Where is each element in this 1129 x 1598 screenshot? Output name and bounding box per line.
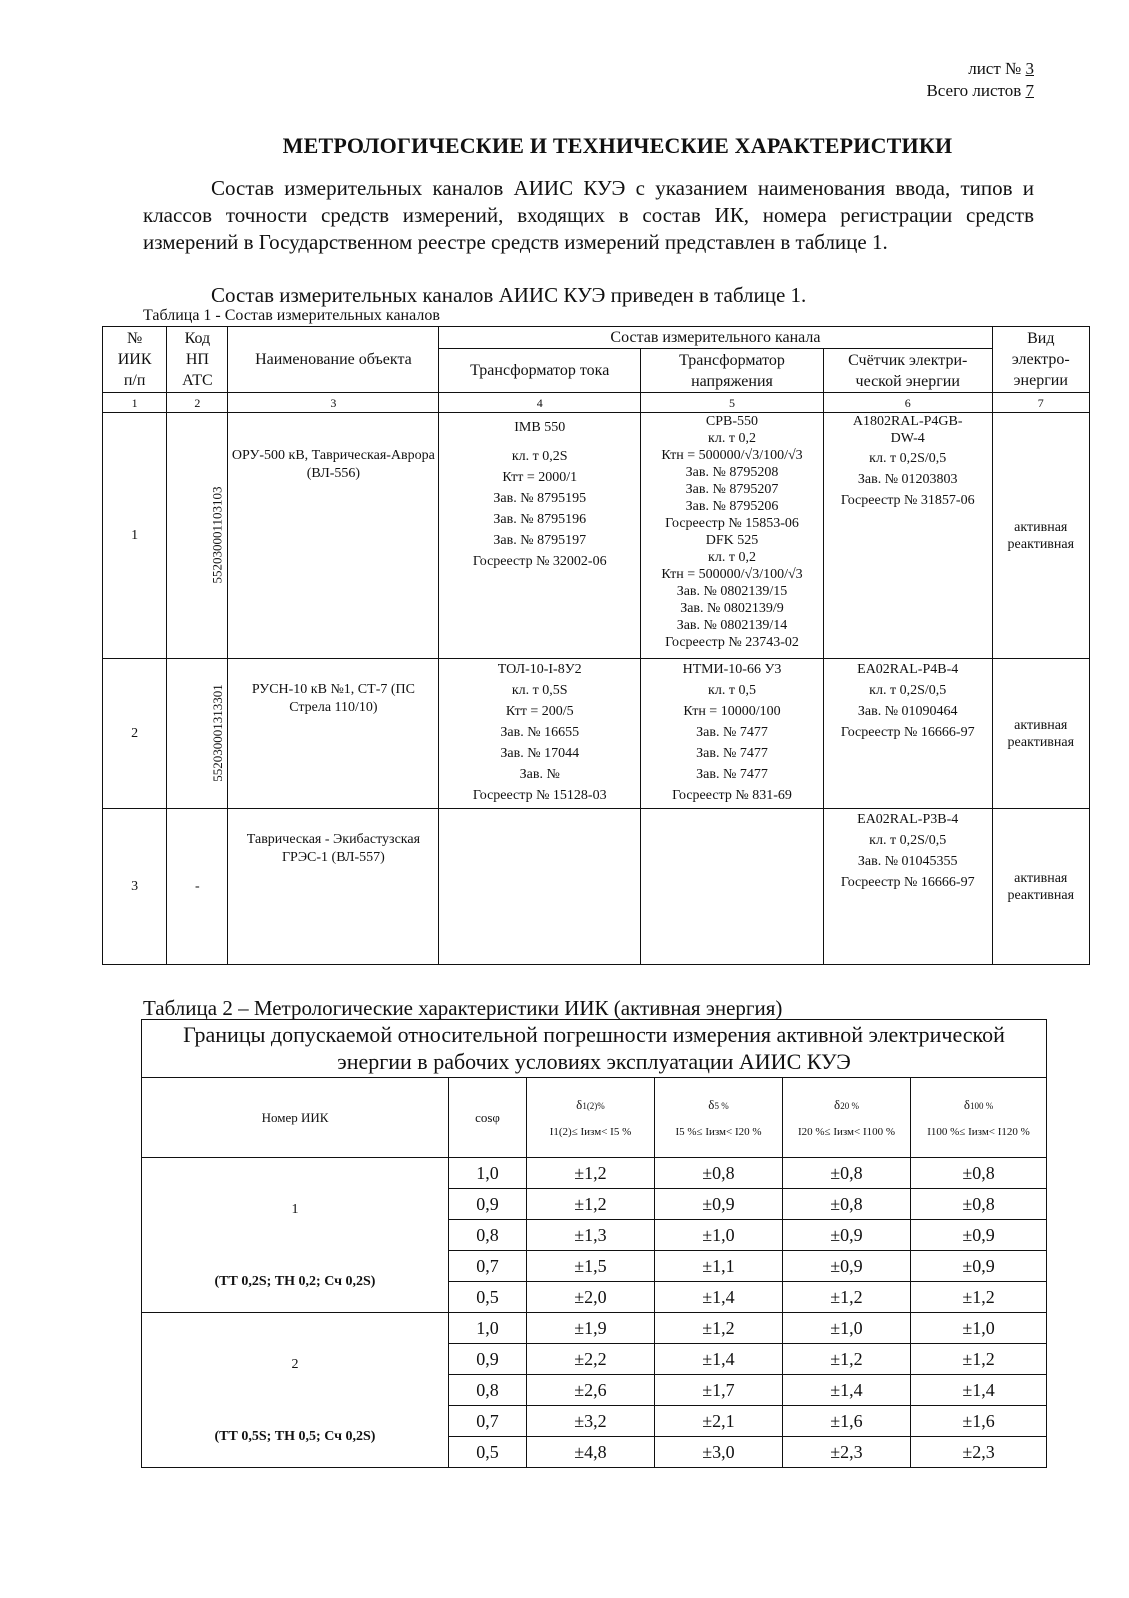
col-index: 1: [103, 393, 167, 413]
error-value: ±2,6: [527, 1375, 655, 1406]
table2-caption: Таблица 2 – Метрологические характеристики ИИК (активная энергия): [143, 996, 783, 1020]
col-delta-header: δ1(2)% I1(2)≤ Iизм< I5 %: [527, 1078, 655, 1158]
table-row: [103, 413, 1090, 659]
cos-value: 0,8: [449, 1220, 527, 1251]
row-num: 1: [103, 413, 167, 659]
col-tn-header: Трансформатор напряжения: [641, 349, 824, 393]
col-code-header: Код НП АТС: [167, 327, 228, 393]
error-value: ±1,2: [527, 1189, 655, 1220]
error-value: ±1,3: [527, 1220, 655, 1251]
col-delta-header: δ5 % I5 %≤ Iизм< I20 %: [655, 1078, 783, 1158]
col-name-header: Наименование объекта: [228, 327, 439, 393]
row-energy-kind: активная реактивная: [992, 659, 1089, 809]
iik-group-cell: [142, 1158, 449, 1313]
error-value: ±1,6: [911, 1406, 1047, 1437]
col-num-header: № ИИК п/п: [103, 327, 167, 393]
row-current-transformer: ТОЛ-10-I-8У2 кл. т 0,5S Ктт = 200/5 Зав. № 16655 Зав. № 17044 Зав. № Госреестр № 15128-03: [439, 659, 641, 809]
row-code: 552030001103103: [167, 413, 228, 659]
channel-group-header: Состав измерительного канала: [439, 327, 992, 349]
error-value: ±2,3: [783, 1437, 911, 1468]
error-value: ±1,2: [655, 1313, 783, 1344]
error-value: ±0,9: [655, 1189, 783, 1220]
error-value: ±3,0: [655, 1437, 783, 1468]
row-voltage-transformer: СРВ-550 кл. т 0,2 Ктн = 500000/√3/100/√3 Зав. № 8795208 Зав. № 8795207 Зав. № 8795206 Госреестр № 15853-06 DFK 525 кл. т 0,2 Ктн = 500000/√3/100/√3 Зав. № 0802139/15 Зав. № 0802139/9 Зав. № 0802139/14 Госреестр № 23743-02: [641, 413, 824, 659]
error-value: ±2,1: [655, 1406, 783, 1437]
col-cos-header: cosφ: [449, 1078, 527, 1158]
row-num: 3: [103, 809, 167, 965]
error-value: ±1,7: [655, 1375, 783, 1406]
row-num: 2: [103, 659, 167, 809]
cos-value: 0,5: [449, 1282, 527, 1313]
table-row: [142, 1313, 1047, 1344]
cos-value: 0,9: [449, 1344, 527, 1375]
accuracy-table-title: Границы допускаемой относительной погрешности измерения активной электрической энергии в рабочих условиях эксплуатации АИИС КУЭ: [142, 1020, 1047, 1078]
error-value: ±1,5: [527, 1251, 655, 1282]
row-voltage-transformer: НТМИ-10-66 У3 кл. т 0,5 Ктн = 10000/100 Зав. № 7477 Зав. № 7477 Зав. № 7477 Госреестр № 831-69: [641, 659, 824, 809]
col-delta-header: δ20 % I20 %≤ Iизм< I100 %: [783, 1078, 911, 1158]
col-index: 3: [228, 393, 439, 413]
error-value: ±4,8: [527, 1437, 655, 1468]
col-index: 5: [641, 393, 824, 413]
error-value: ±1,2: [911, 1344, 1047, 1375]
sheet-info: [926, 58, 1034, 102]
error-value: ±1,2: [783, 1282, 911, 1313]
table-row: [103, 659, 1090, 809]
row-meter: EA02RAL-P4B-4 кл. т 0,2S/0,5 Зав. № 01090464 Госреестр № 16666-97: [823, 659, 992, 809]
col-kind-header: Вид электро- энергии: [992, 327, 1089, 393]
iik-number: 2: [291, 1357, 299, 1372]
error-value: ±2,0: [527, 1282, 655, 1313]
error-value: ±1,6: [783, 1406, 911, 1437]
error-value: ±1,2: [911, 1282, 1047, 1313]
error-value: ±2,2: [527, 1344, 655, 1375]
cos-value: 0,8: [449, 1375, 527, 1406]
error-value: ±0,8: [911, 1158, 1047, 1189]
error-value: ±1,0: [655, 1220, 783, 1251]
iik-classes: (ТТ 0,5S; ТН 0,5; Сч 0,2S): [214, 1429, 376, 1444]
row-object-name: ОРУ-500 кВ, Таврическая-Аврора (ВЛ-556): [228, 413, 439, 659]
table-row: [142, 1158, 1047, 1189]
intro-paragraph-2: Состав измерительных каналов АИИС КУЭ приведен в таблице 1.: [211, 283, 807, 307]
cos-value: 0,9: [449, 1189, 527, 1220]
col-delta-header: δ100 % I100 %≤ Iизм< I120 %: [911, 1078, 1047, 1158]
error-value: ±1,0: [911, 1313, 1047, 1344]
error-value: ±0,9: [783, 1251, 911, 1282]
error-value: ±0,8: [655, 1158, 783, 1189]
channels-table: [102, 326, 1090, 965]
error-value: ±3,2: [527, 1406, 655, 1437]
row-current-transformer: [439, 809, 641, 965]
error-value: ±0,9: [911, 1251, 1047, 1282]
error-value: ±0,9: [911, 1220, 1047, 1251]
error-value: ±0,8: [911, 1189, 1047, 1220]
error-value: ±0,9: [783, 1220, 911, 1251]
cos-value: 1,0: [449, 1158, 527, 1189]
row-object-name: Таврическая - Экибастузская ГРЭС-1 (ВЛ-557): [228, 809, 439, 965]
iik-group-cell: [142, 1313, 449, 1468]
sheet-number: лист № 3: [968, 59, 1034, 78]
intro-paragraph: Состав измерительных каналов АИИС КУЭ с указанием наименования ввода, типов и классов точности средств измерений, входящих в состав ИК, номера регистрации средств измерений в Государственном реестре средств измерений представлен в таблице 1.: [143, 176, 1034, 254]
row-current-transformer: IMB 550 кл. т 0,2S Ктт = 2000/1 Зав. № 8795195 Зав. № 8795196 Зав. № 8795197 Госреестр № 32002-06: [439, 413, 641, 659]
row-object-name: РУСН-10 кВ №1, СТ-7 (ПС Стрела 110/10): [228, 659, 439, 809]
error-value: ±1,9: [527, 1313, 655, 1344]
col-index: 2: [167, 393, 228, 413]
iik-classes: (ТТ 0,2S; ТН 0,2; Сч 0,2S): [214, 1274, 376, 1289]
row-energy-kind: активная реактивная: [992, 413, 1089, 659]
row-voltage-transformer: [641, 809, 824, 965]
error-value: ±1,4: [783, 1375, 911, 1406]
row-meter: A1802RAL-P4GB- DW-4 кл. т 0,2S/0,5 Зав. № 01203803 Госреестр № 31857-06: [823, 413, 992, 659]
accuracy-table: [141, 1019, 1047, 1468]
col-index: 7: [992, 393, 1089, 413]
cos-value: 1,0: [449, 1313, 527, 1344]
table-row: [103, 809, 1090, 965]
col-index: 6: [823, 393, 992, 413]
error-value: ±1,1: [655, 1251, 783, 1282]
error-value: ±0,8: [783, 1189, 911, 1220]
row-energy-kind: активная реактивная: [992, 809, 1089, 965]
page-title: МЕТРОЛОГИЧЕСКИЕ И ТЕХНИЧЕСКИЕ ХАРАКТЕРИСТИКИ: [282, 133, 953, 158]
error-value: ±1,2: [527, 1158, 655, 1189]
error-value: ±1,4: [655, 1282, 783, 1313]
cos-value: 0,7: [449, 1251, 527, 1282]
error-value: ±1,2: [783, 1344, 911, 1375]
error-value: ±2,3: [911, 1437, 1047, 1468]
cos-value: 0,7: [449, 1406, 527, 1437]
col-meter-header: Счётчик электри- ческой энергии: [823, 349, 992, 393]
col-index: 4: [439, 393, 641, 413]
error-value: ±1,0: [783, 1313, 911, 1344]
row-code: -: [167, 809, 228, 965]
error-value: ±0,8: [783, 1158, 911, 1189]
iik-number: 1: [291, 1202, 299, 1217]
table1-caption: Таблица 1 - Состав измерительных каналов: [143, 307, 440, 324]
error-value: ±1,4: [911, 1375, 1047, 1406]
row-code: 552030001313301: [167, 659, 228, 809]
col-iik-header: Номер ИИК: [142, 1078, 449, 1158]
error-value: ±1,4: [655, 1344, 783, 1375]
cos-value: 0,5: [449, 1437, 527, 1468]
row-meter: EA02RAL-P3B-4 кл. т 0,2S/0,5 Зав. № 01045355 Госреестр № 16666-97: [823, 809, 992, 965]
col-tt-header: Трансформатор тока: [439, 349, 641, 393]
total-sheets: Всего листов 7: [926, 81, 1034, 100]
